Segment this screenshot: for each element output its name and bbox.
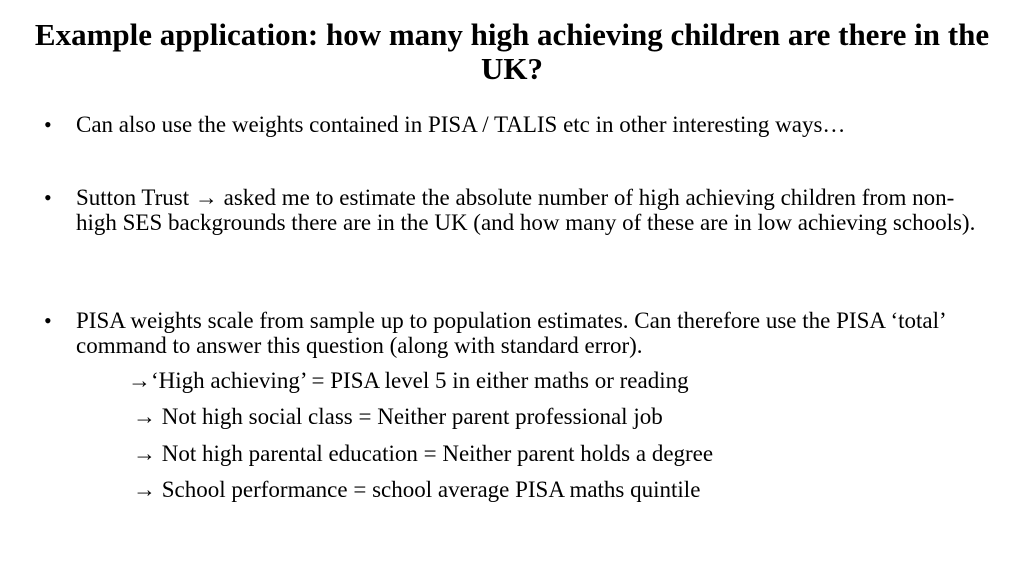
bullet-item	[44, 308, 994, 358]
sub-item	[133, 477, 700, 503]
bullet-text: Sutton Trust → asked me to estimate the absolute number of high achieving children from non-high SES backgrounds there are in the UK (and how many of these are in low achieving schools).	[76, 185, 976, 235]
bullet-item	[44, 185, 994, 235]
sub-item-text: Not high social class = Neither parent professional job	[161, 404, 663, 429]
sub-item	[133, 441, 713, 467]
arrow-icon: →	[133, 404, 156, 429]
bullet-marker: •	[44, 308, 52, 333]
sub-item-text: School performance = school average PISA maths quintile	[161, 477, 701, 502]
sub-item	[128, 368, 689, 394]
slide-title: Example application: how many high achieving children are there in the UK?	[34, 17, 990, 86]
arrow-icon: →	[128, 368, 151, 393]
arrow-icon: →	[133, 477, 156, 502]
sub-item	[133, 404, 663, 430]
bullet-marker: •	[44, 112, 52, 137]
sub-item-text: Not high parental education = Neither parent holds a degree	[161, 441, 714, 466]
bullet-item	[44, 112, 994, 137]
arrow-icon: →	[133, 441, 156, 466]
sub-item-text: ‘High achieving’ = PISA level 5 in either maths or reading	[151, 368, 689, 393]
bullet-text: Can also use the weights contained in PISA / TALIS etc in other interesting ways…	[76, 112, 846, 137]
bullet-text: PISA weights scale from sample up to population estimates. Can therefore use the PISA ‘total’ command to answer this question (along with standard error).	[76, 308, 945, 358]
bullet-marker: •	[44, 185, 52, 210]
